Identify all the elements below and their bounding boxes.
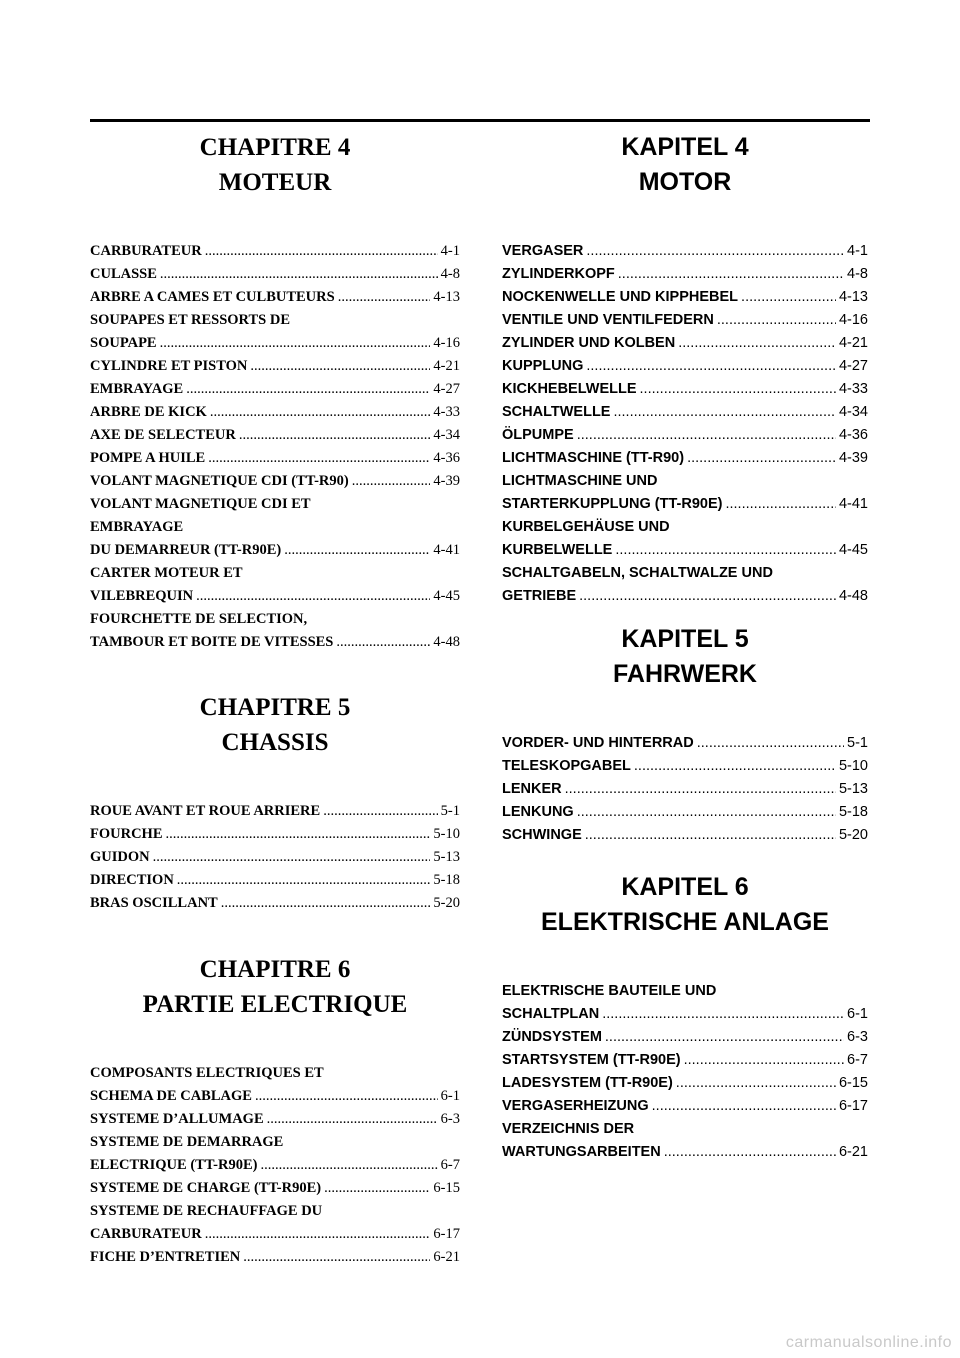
toc-entry-title: LENKER [502,781,562,797]
toc-page-number: 6-17 [838,1098,868,1114]
toc-entry-title: CARBURATEUR [90,243,202,259]
toc-entry[interactable] [90,493,460,562]
toc-entry-last-line [502,539,868,562]
toc-entry-last-line [502,309,868,332]
toc-entry-line [502,470,868,493]
chapter-number: CHAPITRE 6 [199,956,351,983]
toc-entry-title: SYSTEME DE CHARGE (TT-R90E) [90,1180,322,1196]
toc-entry-last-line [502,801,868,824]
toc-page-number: 6-7 [440,1157,460,1173]
chapter-number: CHAPITRE 4 [199,134,351,161]
toc-entry-last-line [502,585,868,608]
toc-page-number: 4-21 [838,335,868,351]
toc-entry-last-line [90,424,460,447]
toc-entry-title: SOUPAPES ET RESSORTS DE [90,312,291,328]
toc-entry[interactable] [90,240,460,263]
toc-list [502,732,868,847]
chapter-title: PARTIE ELECTRIQUE [142,991,408,1018]
toc-entry[interactable] [502,424,868,447]
dot-leader [618,263,844,286]
chapter-heading [502,870,868,940]
chapter-number: KAPITEL 6 [621,873,749,901]
toc-entry-last-line [90,263,460,286]
toc-entry-last-line [90,823,460,846]
toc-entry-last-line [90,447,460,470]
toc-entry-title: FOURCHETTE DE SELECTION, [90,611,308,627]
toc-page-number: 4-48 [433,634,460,650]
toc-page-number: 6-21 [433,1249,460,1265]
toc-entry-title: ZYLINDER UND KOLBEN [502,335,676,351]
chapter-number: KAPITEL 5 [621,625,749,653]
chapter-block [502,870,868,1160]
toc-entry-title: ELECTRIQUE (TT-R90E) [90,1157,258,1173]
toc-entry-title: SYSTEME D’ALLUMAGE [90,1111,264,1127]
toc-page-number: 5-18 [838,804,868,820]
chapter-block [90,690,460,911]
toc-entry-title: COMPOSANTS ELECTRIQUES ET [90,1065,324,1081]
toc-entry-title: ARBRE DE KICK [90,404,207,420]
dot-leader [678,332,836,355]
toc-entry-title: SYSTEME DE DEMARRAGE [90,1134,284,1150]
toc-page-number: 4-8 [440,266,460,282]
toc-entry[interactable] [90,286,460,309]
toc-entry-last-line [502,755,868,778]
toc-page-number: 5-20 [838,827,868,843]
toc-entry[interactable] [90,355,460,378]
toc-entry-last-line [90,401,460,424]
toc-entry-title: BRAS OSCILLANT [90,895,218,911]
toc-page-number: 6-15 [838,1075,868,1091]
toc-page-number: 4-33 [838,381,868,397]
toc-entry-title: FICHE D’ENTRETIEN [90,1249,241,1265]
toc-entry[interactable] [502,1118,868,1164]
toc-entry-last-line [502,401,868,424]
toc-entry[interactable] [90,562,460,608]
toc-list [502,240,868,608]
toc-entry-last-line [90,332,460,355]
toc-entry-last-line [502,355,868,378]
toc-page-number: 5-10 [433,826,460,842]
toc-entry[interactable] [90,800,460,823]
toc-entry-title: VORDER- UND HINTERRAD [502,735,694,751]
toc-entry-title: GETRIEBE [502,588,577,604]
toc-entry[interactable] [502,309,868,332]
dot-leader [697,732,844,755]
dot-leader [324,1177,430,1200]
toc-entry-title: VERZEICHNIS DER [502,1121,635,1137]
toc-entry-title: SCHWINGE [502,827,582,843]
toc-page-number: 5-10 [838,758,868,774]
toc-entry[interactable] [90,263,460,286]
toc-entry[interactable] [502,263,868,286]
dot-leader [634,755,836,778]
toc-entry-title: VOLANT MAGNETIQUE CDI ET [90,496,311,512]
toc-entry-last-line [502,732,868,755]
toc-page-number: 4-8 [847,266,868,282]
toc-entry-line [90,1131,460,1154]
toc-page-number: 4-34 [433,427,460,443]
dot-leader [687,447,836,470]
toc-entry-last-line [90,585,460,608]
dot-leader [565,778,836,801]
toc-page-number: 4-39 [838,450,868,466]
toc-entry[interactable] [90,1246,460,1269]
chapter-block [90,952,460,1265]
toc-entry-last-line [90,846,460,869]
toc-entry-last-line [90,869,460,892]
toc-entry-title: SOUPAPE [90,335,157,351]
dot-leader [577,424,836,447]
toc-entry[interactable] [90,1062,460,1108]
toc-entry-title: ELEKTRISCHE BAUTEILE UND [502,983,717,999]
toc-entry[interactable] [90,1200,460,1246]
toc-entry-title: ZYLINDERKOPF [502,266,615,282]
chapter-heading [90,130,460,200]
toc-entry-title: SYSTEME DE RECHAUFFAGE DU [90,1203,323,1219]
toc-page-number: 4-41 [838,496,868,512]
toc-entry[interactable] [90,823,460,846]
toc-entry-last-line [502,1072,868,1095]
toc-entry-last-line [502,493,868,516]
dot-leader [586,355,836,378]
toc-page-number: 4-27 [433,381,460,397]
toc-page-number: 6-21 [838,1144,868,1160]
toc-page-number: 4-41 [433,542,460,558]
toc-entry-last-line [90,355,460,378]
toc-entry-last-line [90,470,460,493]
toc-entry-title: KUPPLUNG [502,358,584,374]
toc-entry[interactable] [502,355,868,378]
toc-page-number: 4-33 [433,404,460,420]
chapter-title: MOTEUR [218,169,332,196]
chapter-block [502,130,868,604]
toc-entry-last-line [90,539,460,562]
toc-entry[interactable] [90,470,460,493]
dot-leader [640,378,836,401]
dot-leader [260,1154,437,1177]
toc-page-number: 6-17 [433,1226,460,1242]
toc-entry[interactable] [502,401,868,424]
toc-entry-last-line [502,240,868,263]
chapter-heading [502,130,868,200]
toc-entry-title: ROUE AVANT ET ROUE ARRIERE [90,803,321,819]
toc-page-number: 4-48 [838,588,868,604]
toc-entry-title: LADESYSTEM (TT-R90E) [502,1075,673,1091]
toc-entry-line [502,516,868,539]
dot-leader [160,332,431,355]
toc-entry-last-line [502,1003,868,1026]
toc-entry[interactable] [90,608,460,654]
toc-entry-last-line [502,1095,868,1118]
toc-page-number: 4-16 [838,312,868,328]
toc-list [90,800,460,915]
toc-entry[interactable] [90,1177,460,1200]
toc-page-number: 4-21 [433,358,460,374]
toc-entry-last-line [502,332,868,355]
toc-entry-title: AXE DE SELECTEUR [90,427,236,443]
toc-page-number: 4-36 [433,450,460,466]
chapter-heading [90,952,460,1022]
toc-entry-last-line [90,800,460,823]
toc-entry-title: WARTUNGSARBEITEN [502,1144,661,1160]
dot-leader [250,355,430,378]
toc-entry-title: KURBELGEHÄUSE UND [502,519,670,535]
toc-page-number: 5-20 [433,895,460,911]
chapter-title: MOTOR [638,168,732,196]
toc-entry-title: CULASSE [90,266,157,282]
toc-entry-line [90,516,460,539]
toc-page-number: 4-45 [838,542,868,558]
toc-page-number: 6-3 [440,1111,460,1127]
toc-entry[interactable] [502,378,868,401]
toc-page-number: 6-3 [847,1029,868,1045]
toc-entry-title: VENTILE UND VENTILFEDERN [502,312,714,328]
toc-entry-line [502,562,868,585]
toc-page-number: 4-13 [838,289,868,305]
chapter-heading [90,690,460,760]
toc-entry[interactable] [502,332,868,355]
toc-entry[interactable] [502,732,868,755]
chapter-title: FAHRWERK [613,660,757,688]
toc-list [90,1062,460,1269]
dot-leader [577,801,836,824]
toc-entry[interactable] [502,1026,868,1049]
toc-entry-title: VERGASERHEIZUNG [502,1098,649,1114]
toc-entry-title: ZÜNDSYSTEM [502,1029,602,1045]
toc-entry-last-line [502,1026,868,1049]
toc-entry-title: POMPE A HUILE [90,450,206,466]
toc-entry-last-line [502,824,868,847]
toc-page-number: 4-36 [838,427,868,443]
toc-entry-title: VERGASER [502,243,584,259]
chapter-number: CHAPITRE 5 [199,694,351,721]
toc-page-number: 5-13 [433,849,460,865]
toc-page-number: 5-18 [433,872,460,888]
dot-leader [160,263,438,286]
dot-leader [210,401,431,424]
toc-entry[interactable] [90,1131,460,1177]
toc-entry-last-line [502,286,868,309]
dot-leader [196,585,430,608]
toc-entry-last-line [502,1049,868,1072]
toc-page-number: 6-15 [433,1180,460,1196]
toc-page-number: 4-34 [838,404,868,420]
chapter-title: CHASSIS [221,729,329,756]
chapter-heading [502,622,868,692]
toc-page-number: 4-27 [838,358,868,374]
toc-entry-last-line [90,1177,460,1200]
toc-entry-title: KURBELWELLE [502,542,613,558]
toc-entry-line [502,1118,868,1141]
chapter-block [90,130,460,650]
dot-leader [186,378,430,401]
toc-entry-title: NOCKENWELLE UND KIPPHEBEL [502,289,739,305]
dot-leader [267,1108,438,1131]
dot-leader [284,539,430,562]
toc-entry[interactable] [502,447,868,470]
dot-leader [221,892,431,915]
toc-entry[interactable] [502,755,868,778]
toc-entry-title: LICHTMASCHINE UND [502,473,658,489]
toc-entry-last-line [90,631,460,654]
toc-entry[interactable] [502,240,868,263]
toc-entry[interactable] [90,869,460,892]
dot-leader [243,1246,430,1269]
toc-entry-last-line [502,424,868,447]
dot-leader [205,1223,431,1246]
dot-leader [153,846,431,869]
toc-entry[interactable] [502,286,868,309]
toc-entry[interactable] [502,1072,868,1095]
toc-entry-line [502,980,868,1003]
toc-entry[interactable] [502,470,868,516]
toc-page-number: 4-16 [433,335,460,351]
toc-page-number: 6-1 [440,1088,460,1104]
toc-page-number: 5-1 [440,803,460,819]
toc-entry-title: CARBURATEUR [90,1226,202,1242]
toc-entry[interactable] [90,378,460,401]
toc-entry-last-line [90,1108,460,1131]
toc-entry-title: STARTSYSTEM (TT-R90E) [502,1052,681,1068]
toc-entry-title: SCHEMA DE CABLAGE [90,1088,252,1104]
toc-entry[interactable] [502,1095,868,1118]
toc-entry[interactable] [90,424,460,447]
toc-entry[interactable] [502,778,868,801]
dot-leader [239,424,431,447]
toc-entry-title: KICKHEBELWELLE [502,381,637,397]
toc-list [502,980,868,1164]
dot-leader [208,447,430,470]
toc-entry-line [90,562,460,585]
toc-entry-title: CARTER MOTEUR ET [90,565,243,581]
toc-page-number: 4-13 [433,289,460,305]
toc-entry-last-line [90,1154,460,1177]
dot-leader [741,286,836,309]
dot-leader [579,585,836,608]
toc-page-number: 4-45 [433,588,460,604]
dot-leader [725,493,836,516]
toc-entry[interactable] [90,401,460,424]
toc-entry[interactable] [502,562,868,608]
toc-entry-last-line [90,240,460,263]
toc-list [90,240,460,654]
watermark: carmanualsonline.info [785,1334,952,1351]
toc-entry-title: LENKUNG [502,804,574,820]
toc-entry-last-line [90,286,460,309]
toc-page-number: 6-1 [847,1006,868,1022]
toc-entry[interactable] [90,892,460,915]
toc-entry[interactable] [502,801,868,824]
dot-leader [605,1026,844,1049]
toc-entry-last-line [502,447,868,470]
dot-leader [255,1085,438,1108]
toc-entry-title: VOLANT MAGNETIQUE CDI (TT-R90) [90,473,349,489]
toc-entry-line [90,309,460,332]
toc-page-number: 4-39 [433,473,460,489]
toc-entry[interactable] [90,309,460,355]
dot-leader [585,824,836,847]
toc-entry-last-line [502,378,868,401]
toc-entry-line [90,1062,460,1085]
dot-leader [352,470,431,493]
toc-page-number: 4-1 [440,243,460,259]
dot-leader [613,401,836,424]
dot-leader [177,869,431,892]
toc-entry-last-line [90,378,460,401]
toc-page-number: 5-13 [838,781,868,797]
chapter-title: ELEKTRISCHE ANLAGE [541,908,829,936]
toc-entry-last-line [90,1223,460,1246]
toc-entry-title: TAMBOUR ET BOITE DE VITESSES [90,634,334,650]
toc-entry-title: ARBRE A CAMES ET CULBUTEURS [90,289,335,305]
toc-entry[interactable] [502,1049,868,1072]
chapter-block [502,622,868,843]
dot-leader [205,240,438,263]
toc-entry[interactable] [90,1108,460,1131]
toc-entry-last-line [502,263,868,286]
dot-leader [664,1141,836,1164]
toc-entry[interactable] [502,824,868,847]
dot-leader [323,800,437,823]
dot-leader [676,1072,836,1095]
toc-entry[interactable] [90,447,460,470]
toc-entry-title: CYLINDRE ET PISTON [90,358,248,374]
toc-entry-title: STARTERKUPPLUNG (TT-R90E) [502,496,723,512]
toc-entry-title: EMBRAYAGE [90,519,184,535]
toc-page-number: 6-7 [847,1052,868,1068]
dot-leader [586,240,844,263]
toc-entry-line [90,608,460,631]
toc-page-number: 4-1 [847,243,868,259]
toc-entry[interactable] [502,980,868,1026]
toc-entry-title: GUIDON [90,849,150,865]
toc-entry-title: DU DEMARREUR (TT-R90E) [90,542,282,558]
dot-leader [615,539,836,562]
toc-entry-last-line [90,892,460,915]
chapter-number: KAPITEL 4 [621,133,749,161]
toc-entry-line [90,1200,460,1223]
toc-entry-title: TELESKOPGABEL [502,758,631,774]
toc-entry-title: VILEBREQUIN [90,588,194,604]
dot-leader [166,823,431,846]
toc-entry-last-line [90,1085,460,1108]
toc-entry-title: SCHALTWELLE [502,404,611,420]
toc-entry[interactable] [502,516,868,562]
toc-entry-title: ÖLPUMPE [502,427,574,443]
toc-entry-title: DIRECTION [90,872,174,888]
toc-entry-line [90,493,460,516]
toc-entry-title: LICHTMASCHINE (TT-R90) [502,450,685,466]
toc-entry-title: SCHALTGABELN, SCHALTWALZE UND [502,565,773,581]
toc-entry-title: FOURCHE [90,826,163,842]
dot-leader [652,1095,836,1118]
toc-page-number: 5-1 [847,735,868,751]
toc-entry-title: EMBRAYAGE [90,381,184,397]
toc-entry[interactable] [90,846,460,869]
top-rule [90,119,870,122]
toc-entry-title: SCHALTPLAN [502,1006,600,1022]
dot-leader [338,286,431,309]
dot-leader [684,1049,844,1072]
dot-leader [602,1003,844,1026]
toc-entry-last-line [502,778,868,801]
toc-entry-last-line [502,1141,868,1164]
dot-leader [336,631,430,654]
dot-leader [717,309,836,332]
toc-entry-last-line [90,1246,460,1269]
